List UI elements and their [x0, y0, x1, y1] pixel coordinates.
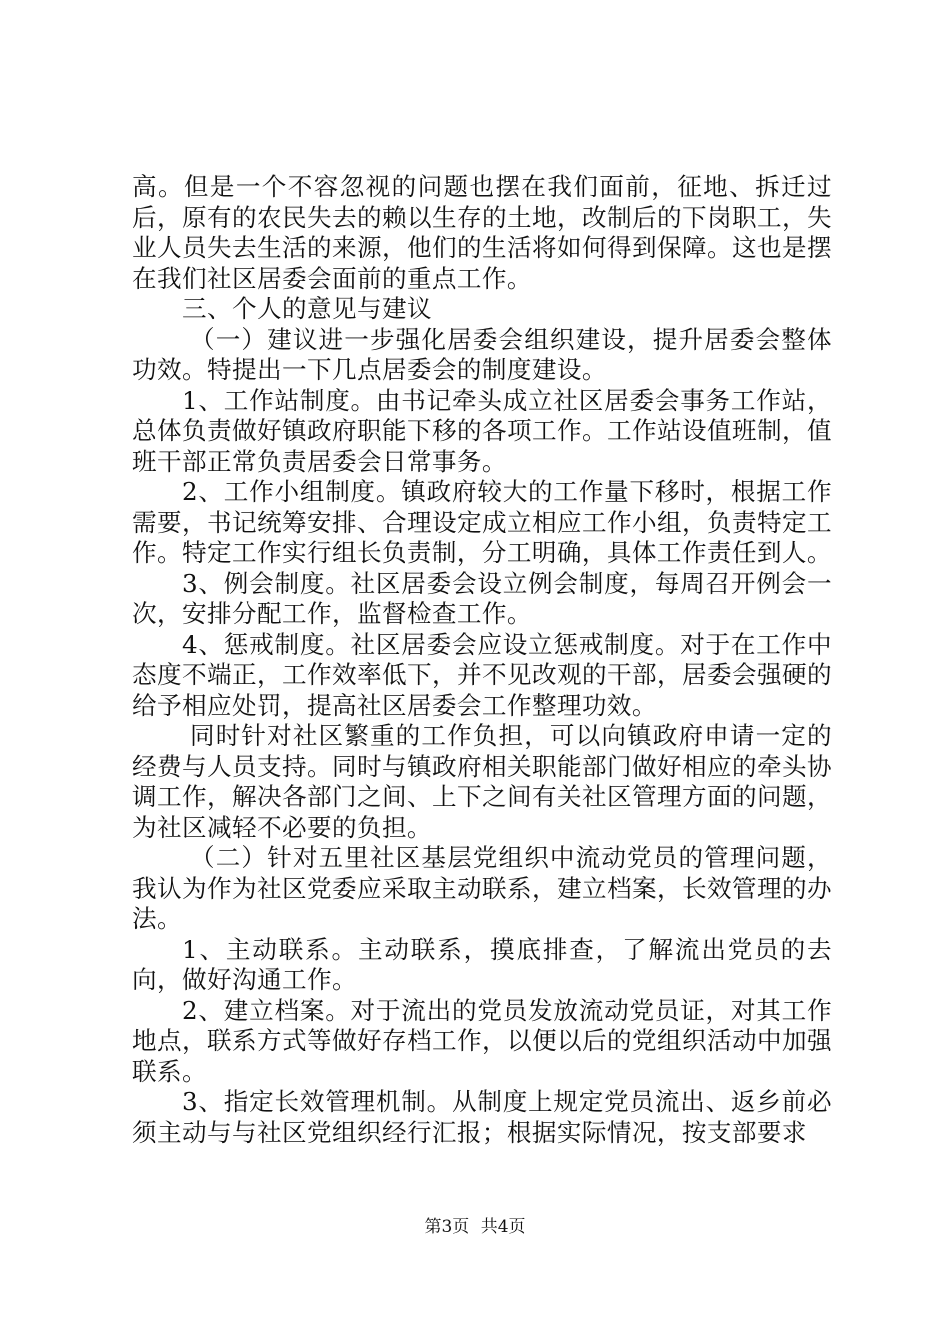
- paragraph-item-work-group: 2、工作小组制度。镇政府较大的工作量下移时，根据工作需要，书记统筹安排、合理设定成立相应工作小组，负责特定工作。特定工作实行组长负责制，分工明确，具体工作责任到人。: [132, 477, 832, 567]
- paragraph-item-active-contact: 1、主动联系。主动联系，摸底排查，了解流出党员的去向，做好沟通工作。: [132, 934, 832, 994]
- page-number-current: 第3页: [424, 1217, 470, 1237]
- paragraph-item-discipline: 4、惩戒制度。社区居委会应设立惩戒制度。对于在工作中态度不端正，工作效率低下，并不见改观的干部，居委会强硬的给予相应处罚，提高社区居委会工作整理功效。: [132, 629, 832, 720]
- paragraph-suggestion-two: （二）针对五里社区基层党组织中流动党员的管理问题，我认为作为社区党委应采取主动联系，建立档案，长效管理的办法。: [132, 843, 832, 933]
- paragraph-suggestion-one: （一）建议进一步强化居委会组织建设，提升居委会整体功效。特提出一下几点居委会的制度建设。: [132, 324, 832, 384]
- page-footer: [0, 1216, 950, 1238]
- page-number-total: 共4页: [480, 1217, 526, 1237]
- paragraph-item-regular-meeting: 3、例会制度。社区居委会设立例会制度，每周召开例会一次，安排分配工作，监督检查工作。: [132, 568, 832, 628]
- paragraph-support: 同时针对社区繁重的工作负担，可以向镇政府申请一定的经费与人员支持。同时与镇政府相关职能部门做好相应的牵头协调工作，解决各部门之间、上下之间有关社区管理方面的问题，为社区减轻不必要的负担。: [132, 721, 832, 842]
- paragraph-item-archive: 2、建立档案。对于流出的党员发放流动党员证，对其工作地点，联系方式等做好存档工作，以便以后的党组织活动中加强联系。: [132, 995, 832, 1086]
- document-body: [132, 172, 832, 1148]
- paragraph-continuation: 高。但是一个不容忽视的问题也摆在我们面前，征地、拆迁过后，原有的农民失去的赖以生存的土地，改制后的下岗职工，失业人员失去生活的来源，他们的生活将如何得到保障。这也是摆在我们社区居委会面前的重点工作。: [132, 172, 832, 293]
- section-heading-personal-suggestions: 三、个人的意见与建议: [182, 294, 432, 323]
- paragraph-item-long-term-mechanism: 3、指定长效管理机制。从制度上规定党员流出、返乡前必须主动与与社区党组织经行汇报；根据实际情况，按支部要求: [132, 1087, 832, 1147]
- paragraph-item-workstation: 1、工作站制度。由书记牵头成立社区居委会事务工作站，总体负责做好镇政府职能下移的各项工作。工作站设值班制，值班干部正常负责居委会日常事务。: [132, 385, 832, 476]
